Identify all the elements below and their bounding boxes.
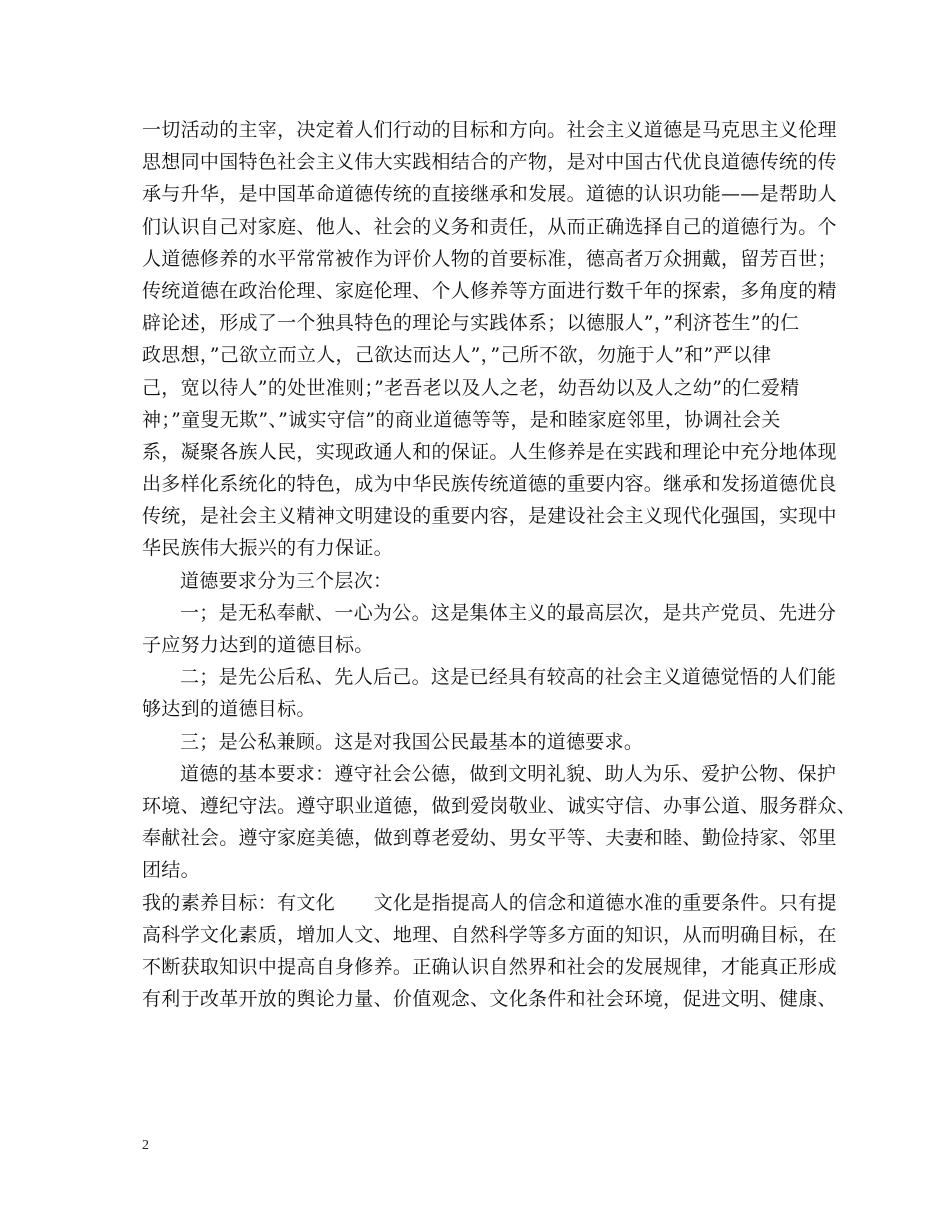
text-line: 一切活动的主宰，决定着人们行动的目标和方向。社会主义道德是马克思主义伦理 [142, 119, 837, 141]
text-line: 们认识自己对家庭、他人、社会的义务和责任，从而正确选择自己的道德行为。个 [142, 215, 837, 238]
text-line: 传统，是社会主义精神文明建设的重要内容，是建设社会主义现代化强国，实现中 [142, 505, 837, 528]
text-line: 人道德修养的水平常常被作为评价人物的首要标准，德高者万众拥戴，留芳百世； [142, 247, 837, 270]
text-line: 系，凝聚各族人民，实现政通人和的保证。人生修养是在实践和理论中充分地体现 [142, 440, 837, 463]
text-line: 辟论述，形成了一个独具特色的理论与实践体系；以德服人”，”利济苍生”的仁 [142, 312, 800, 335]
text-line: 华民族伟大振兴的有力保证。 [142, 537, 393, 560]
body-text [142, 114, 857, 1015]
text-line: 政思想，”己欲立而立人，己欲达而达人”，”己所不欲，勿施于人”和”严以律 [142, 344, 772, 367]
text-line: 神；”童叟无欺”、”诚实守信”的商业道德等等，是和睦家庭邻里，协调社会关 [142, 408, 781, 431]
text-line: 够达到的道德目标。 [142, 698, 316, 721]
text-line: 环境、遵纪守法。遵守职业道德，做到爱岗敬业、诚实守信、办事公道、服务群众、 [142, 794, 857, 817]
list-item-second-level: 二；是先公后私、先人后己。这是已经具有较高的社会主义道德觉悟的人们能 [180, 666, 837, 689]
text-line: 奉献社会。遵守家庭美德，做到尊老爱幼、男女平等、夫妻和睦、勤俭持家、邻里 [142, 827, 837, 850]
section-heading: 道德要求分为三个层次： [180, 569, 393, 592]
text-line: 己，宽以待人”的处世准则；”老吾老以及人之老，幼吾幼以及人之幼”的仁爱精 [142, 376, 800, 399]
text-line: 出多样化系统化的特色，成为中华民族传统道德的重要内容。继承和发扬道德优良 [142, 473, 837, 496]
list-item-third-level: 三；是公私兼顾。这是对我国公民最基本的道德要求。 [180, 730, 644, 753]
goal-paragraph: 我的素养目标：有文化 文化是指提高人的信念和道德水准的重要条件。只有提 [142, 891, 837, 914]
text-line: 传统道德在政治伦理、家庭伦理、个人修养等方面进行数千年的探索，多角度的精 [142, 279, 837, 302]
text-line: 承与升华，是中国革命道德传统的直接继承和发展。道德的认识功能——是帮助人 [142, 183, 837, 206]
text-line: 有利于改革开放的舆论力量、价值观念、文化条件和社会环境，促进文明、健康、 [142, 988, 837, 1011]
list-item-first-level: 一；是无私奉献、一心为公。这是集体主义的最高层次，是共产党员、先进分 [180, 601, 837, 624]
basic-requirements-paragraph: 道德的基本要求：遵守社会公德，做到文明礼貌、助人为乐、爱护公物、保护 [180, 762, 837, 785]
text-line: 子应努力达到的道德目标。 [142, 634, 374, 656]
text-line: 思想同中国特色社会主义伟大实践相结合的产物，是对中国古代优良道德传统的传 [142, 151, 837, 174]
text-line: 不断获取知识中提高自身修养。正确认识自然界和社会的发展规律，才能真正形成 [142, 955, 837, 978]
text-line: 高科学文化素质，增加人文、地理、自然科学等多方面的知识，从而明确目标，在 [142, 923, 837, 946]
text-line: 团结。 [142, 859, 200, 882]
page-number: 2 [142, 1138, 149, 1153]
